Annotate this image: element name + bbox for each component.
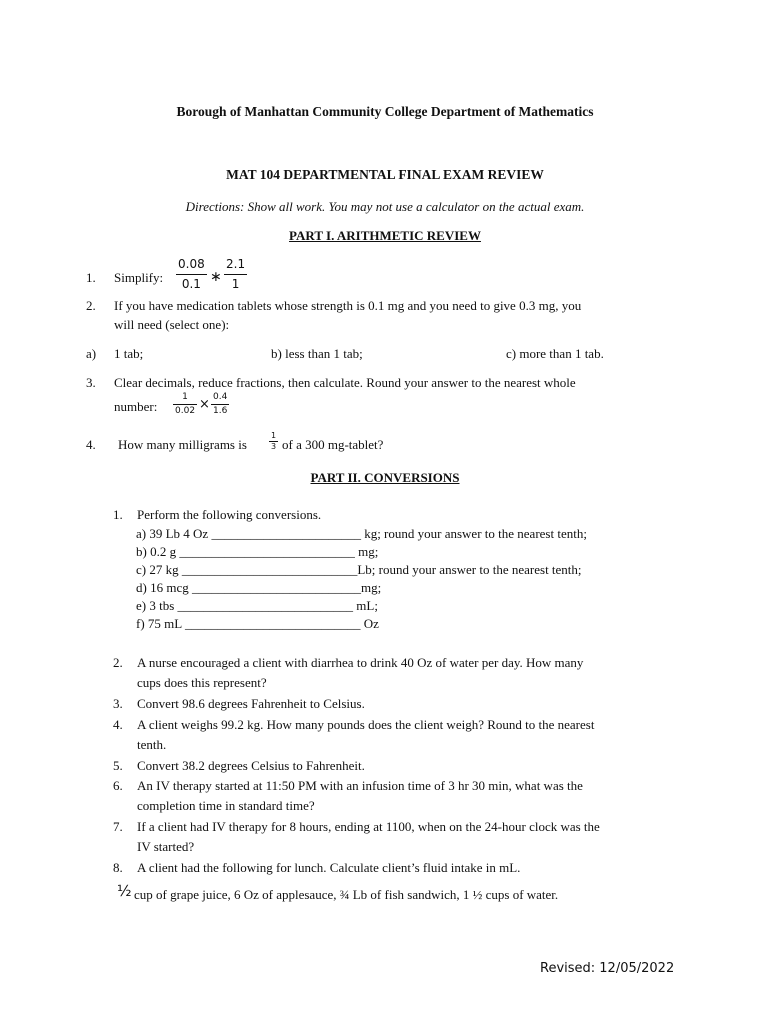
q1-number: 1.	[86, 270, 96, 285]
fraction-bar	[211, 404, 229, 405]
q2-option-b: b) less than 1 tab;	[271, 346, 363, 361]
q4-fraction-denominator: 3	[271, 442, 277, 451]
conversion-a: a) 39 Lb 4 Oz _______________________ kg; round your answer to the nearest tenth;	[136, 526, 587, 541]
part2-heading: PART II. CONVERSIONS	[310, 470, 460, 485]
q2-option-a-label: a)	[86, 346, 97, 361]
q2-line2: will need (select one):	[114, 317, 230, 332]
q1-fraction-b-denominator: 1	[231, 277, 240, 291]
p2-q3-line1: Convert 98.6 degrees Fahrenheit to Celsius.	[137, 696, 365, 711]
p2-q7-number: 7.	[113, 819, 123, 834]
q1-fraction-a	[176, 258, 207, 290]
p2-q2-line1: A nurse encouraged a client with diarrhea to drink 40 Oz of water per day. How many	[137, 655, 584, 670]
q4-number: 4.	[86, 437, 96, 452]
q3-line1: Clear decimals, reduce fractions, then calculate. Round your answer to the nearest whole	[114, 375, 576, 390]
q1-operator: ∗	[210, 269, 222, 285]
lunch-half-fraction: ½	[117, 882, 132, 900]
conversion-c: c) 27 kg ___________________________Lb; round your answer to the nearest tenth;	[136, 562, 582, 577]
q2-number: 2.	[86, 298, 96, 313]
q2-option-a: 1 tab;	[114, 346, 144, 361]
p2-q6-number: 6.	[113, 778, 123, 793]
q1-fraction-a-numerator: 0.08	[178, 257, 205, 271]
p2-q1-text: Perform the following conversions.	[137, 507, 322, 522]
q1-fraction-b	[224, 258, 247, 290]
fraction-bar	[224, 274, 247, 275]
q3-fraction-b	[211, 393, 229, 416]
conversion-e: e) 3 tbs ___________________________ mL;	[136, 598, 378, 613]
q3-fraction-a-numerator: 1	[182, 392, 188, 402]
p2-q5-line1: Convert 38.2 degrees Celsius to Fahrenheit.	[137, 758, 365, 773]
lunch-items: cup of grape juice, 6 Oz of applesauce, ¾ Lb of fish sandwich, 1 ½ cups of water.	[134, 887, 559, 902]
q2-line1: If you have medication tablets whose strength is 0.1 mg and you need to give 0.3 mg, you	[114, 298, 582, 313]
q3-label: number:	[114, 399, 158, 414]
p2-q4-line1: A client weighs 99.2 kg. How many pounds does the client weigh? Round to the nearest	[137, 717, 595, 732]
q3-fraction-b-denominator: 1.6	[213, 406, 228, 416]
q2-option-c: c) more than 1 tab.	[506, 346, 604, 361]
q4-fraction	[269, 432, 278, 451]
p2-q8-line1: A client had the following for lunch. Calculate client’s fluid intake in mL.	[137, 860, 521, 875]
p2-q5-number: 5.	[113, 758, 123, 773]
p2-q2-number: 2.	[113, 655, 123, 670]
p2-q4-line2: tenth.	[137, 737, 167, 752]
q1-label: Simplify:	[114, 270, 164, 285]
q3-fraction-a	[173, 393, 197, 416]
p2-q1-number: 1.	[113, 507, 123, 522]
p2-q3-number: 3.	[113, 696, 123, 711]
fraction-bar	[173, 404, 197, 405]
p2-q4-number: 4.	[113, 717, 123, 732]
p2-q2-line2: cups does this represent?	[137, 675, 267, 690]
q1-fraction-a-denominator: 0.1	[181, 277, 201, 291]
q4-fraction-numerator: 1	[271, 431, 277, 440]
p2-q7-line2: IV started?	[137, 839, 195, 854]
institution-heading: Borough of Manhattan Community College Department of Mathematics	[176, 104, 594, 119]
q3-fraction-b-numerator: 0.4	[213, 392, 228, 402]
conversion-b: b) 0.2 g ___________________________ mg;	[136, 544, 379, 559]
q3-fraction-a-denominator: 0.02	[175, 406, 196, 416]
q3-operator: ×	[199, 397, 210, 412]
p2-q6-line1: An IV therapy started at 11:50 PM with an infusion time of 3 hr 30 min, what was the	[137, 778, 583, 793]
revised-date: Revised: 12/05/2022	[540, 961, 675, 976]
p2-q8-number: 8.	[113, 860, 123, 875]
exam-title: MAT 104 DEPARTMENTAL FINAL EXAM REVIEW	[226, 167, 544, 182]
q1-fraction-b-numerator: 2.1	[226, 257, 246, 271]
conversion-d: d) 16 mcg __________________________mg;	[136, 580, 382, 595]
conversion-f: f) 75 mL ___________________________ Oz	[136, 616, 379, 631]
q4-text-before: How many milligrams is	[118, 437, 247, 452]
p2-q6-line2: completion time in standard time?	[137, 798, 315, 813]
p2-q7-line1: If a client had IV therapy for 8 hours, ending at 1100, when on the 24-hour clock was the	[137, 819, 600, 834]
q4-text-after: of a 300 mg-tablet?	[282, 437, 384, 452]
fraction-bar	[176, 274, 207, 275]
part1-heading: PART I. ARITHMETIC REVIEW	[289, 228, 481, 243]
directions-text: Directions: Show all work. You may not use a calculator on the actual exam.	[185, 199, 585, 214]
q3-number: 3.	[86, 375, 96, 390]
